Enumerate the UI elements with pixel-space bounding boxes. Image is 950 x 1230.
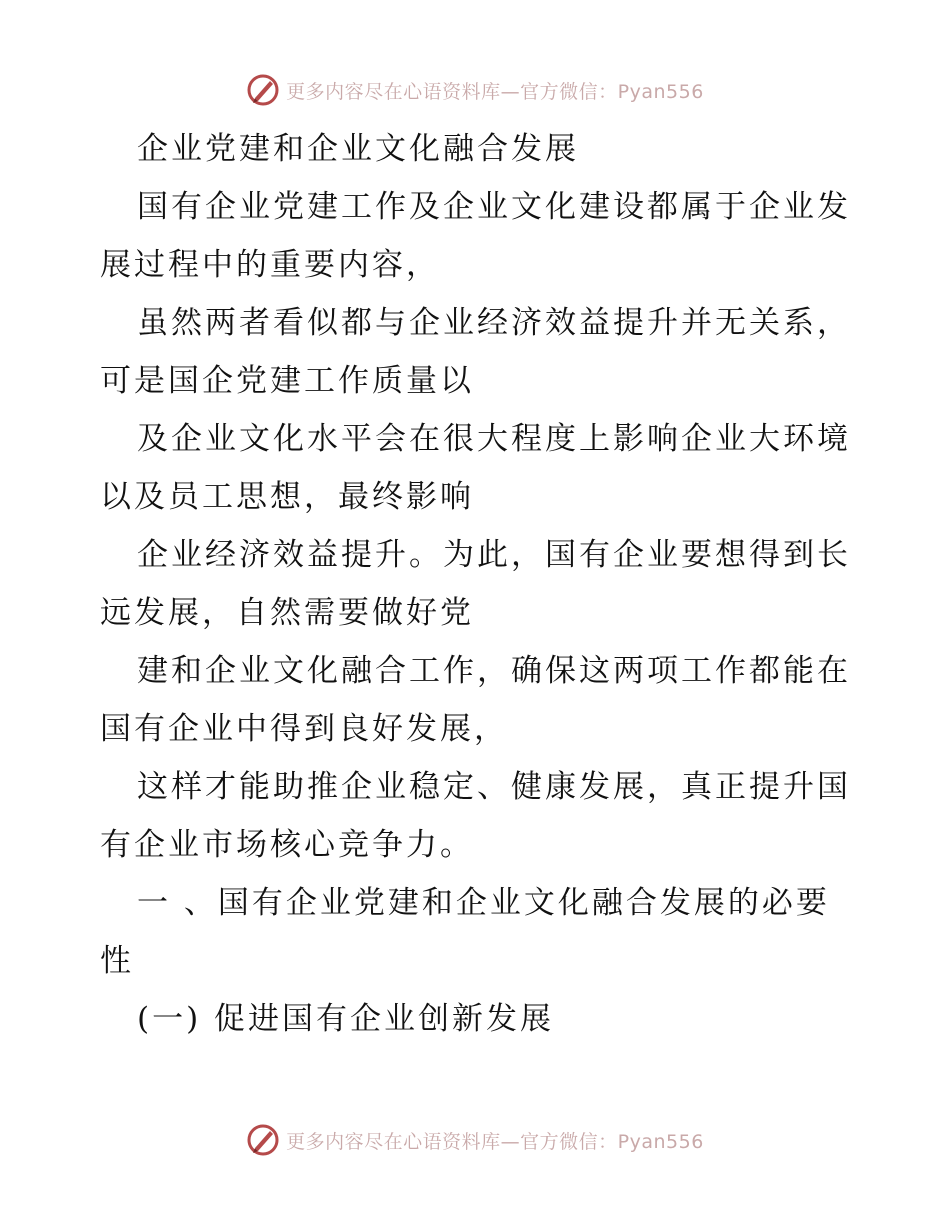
pen-logo-icon	[246, 1123, 280, 1157]
header-watermark	[0, 70, 950, 110]
paragraph: 虽然两者看似都与企业经济效益提升并无关系，可是国企党建工作质量以	[100, 305, 851, 399]
footer-watermark	[0, 1120, 950, 1160]
watermark-text: 更多内容尽在心语资料库—官方微信：Pyan556	[286, 1130, 704, 1153]
paragraph: 及企业文化水平会在很大程度上影响企业大环境以及员工思想，最终影响	[100, 421, 851, 515]
pen-logo-icon	[246, 73, 280, 107]
section-heading: 一 、国有企业党建和企业文化融合发展的必要性	[100, 885, 830, 979]
paragraph-title: 企业党建和企业文化融合发展	[137, 131, 579, 167]
watermark-text: 更多内容尽在心语资料库—官方微信：Pyan556	[286, 80, 704, 103]
paragraph: 国有企业党建工作及企业文化建设都属于企业发展过程中的重要内容，	[100, 189, 851, 283]
subsection-heading: (一) 促进国有企业创新发展	[137, 1001, 555, 1037]
paragraph: 建和企业文化融合工作，确保这两项工作都能在国有企业中得到良好发展，	[100, 653, 851, 747]
document-body	[100, 120, 860, 1048]
paragraph: 这样才能助推企业稳定、健康发展，真正提升国有企业市场核心竞争力。	[100, 769, 851, 863]
paragraph: 企业经济效益提升。为此，国有企业要想得到长远发展，自然需要做好党	[100, 537, 851, 631]
